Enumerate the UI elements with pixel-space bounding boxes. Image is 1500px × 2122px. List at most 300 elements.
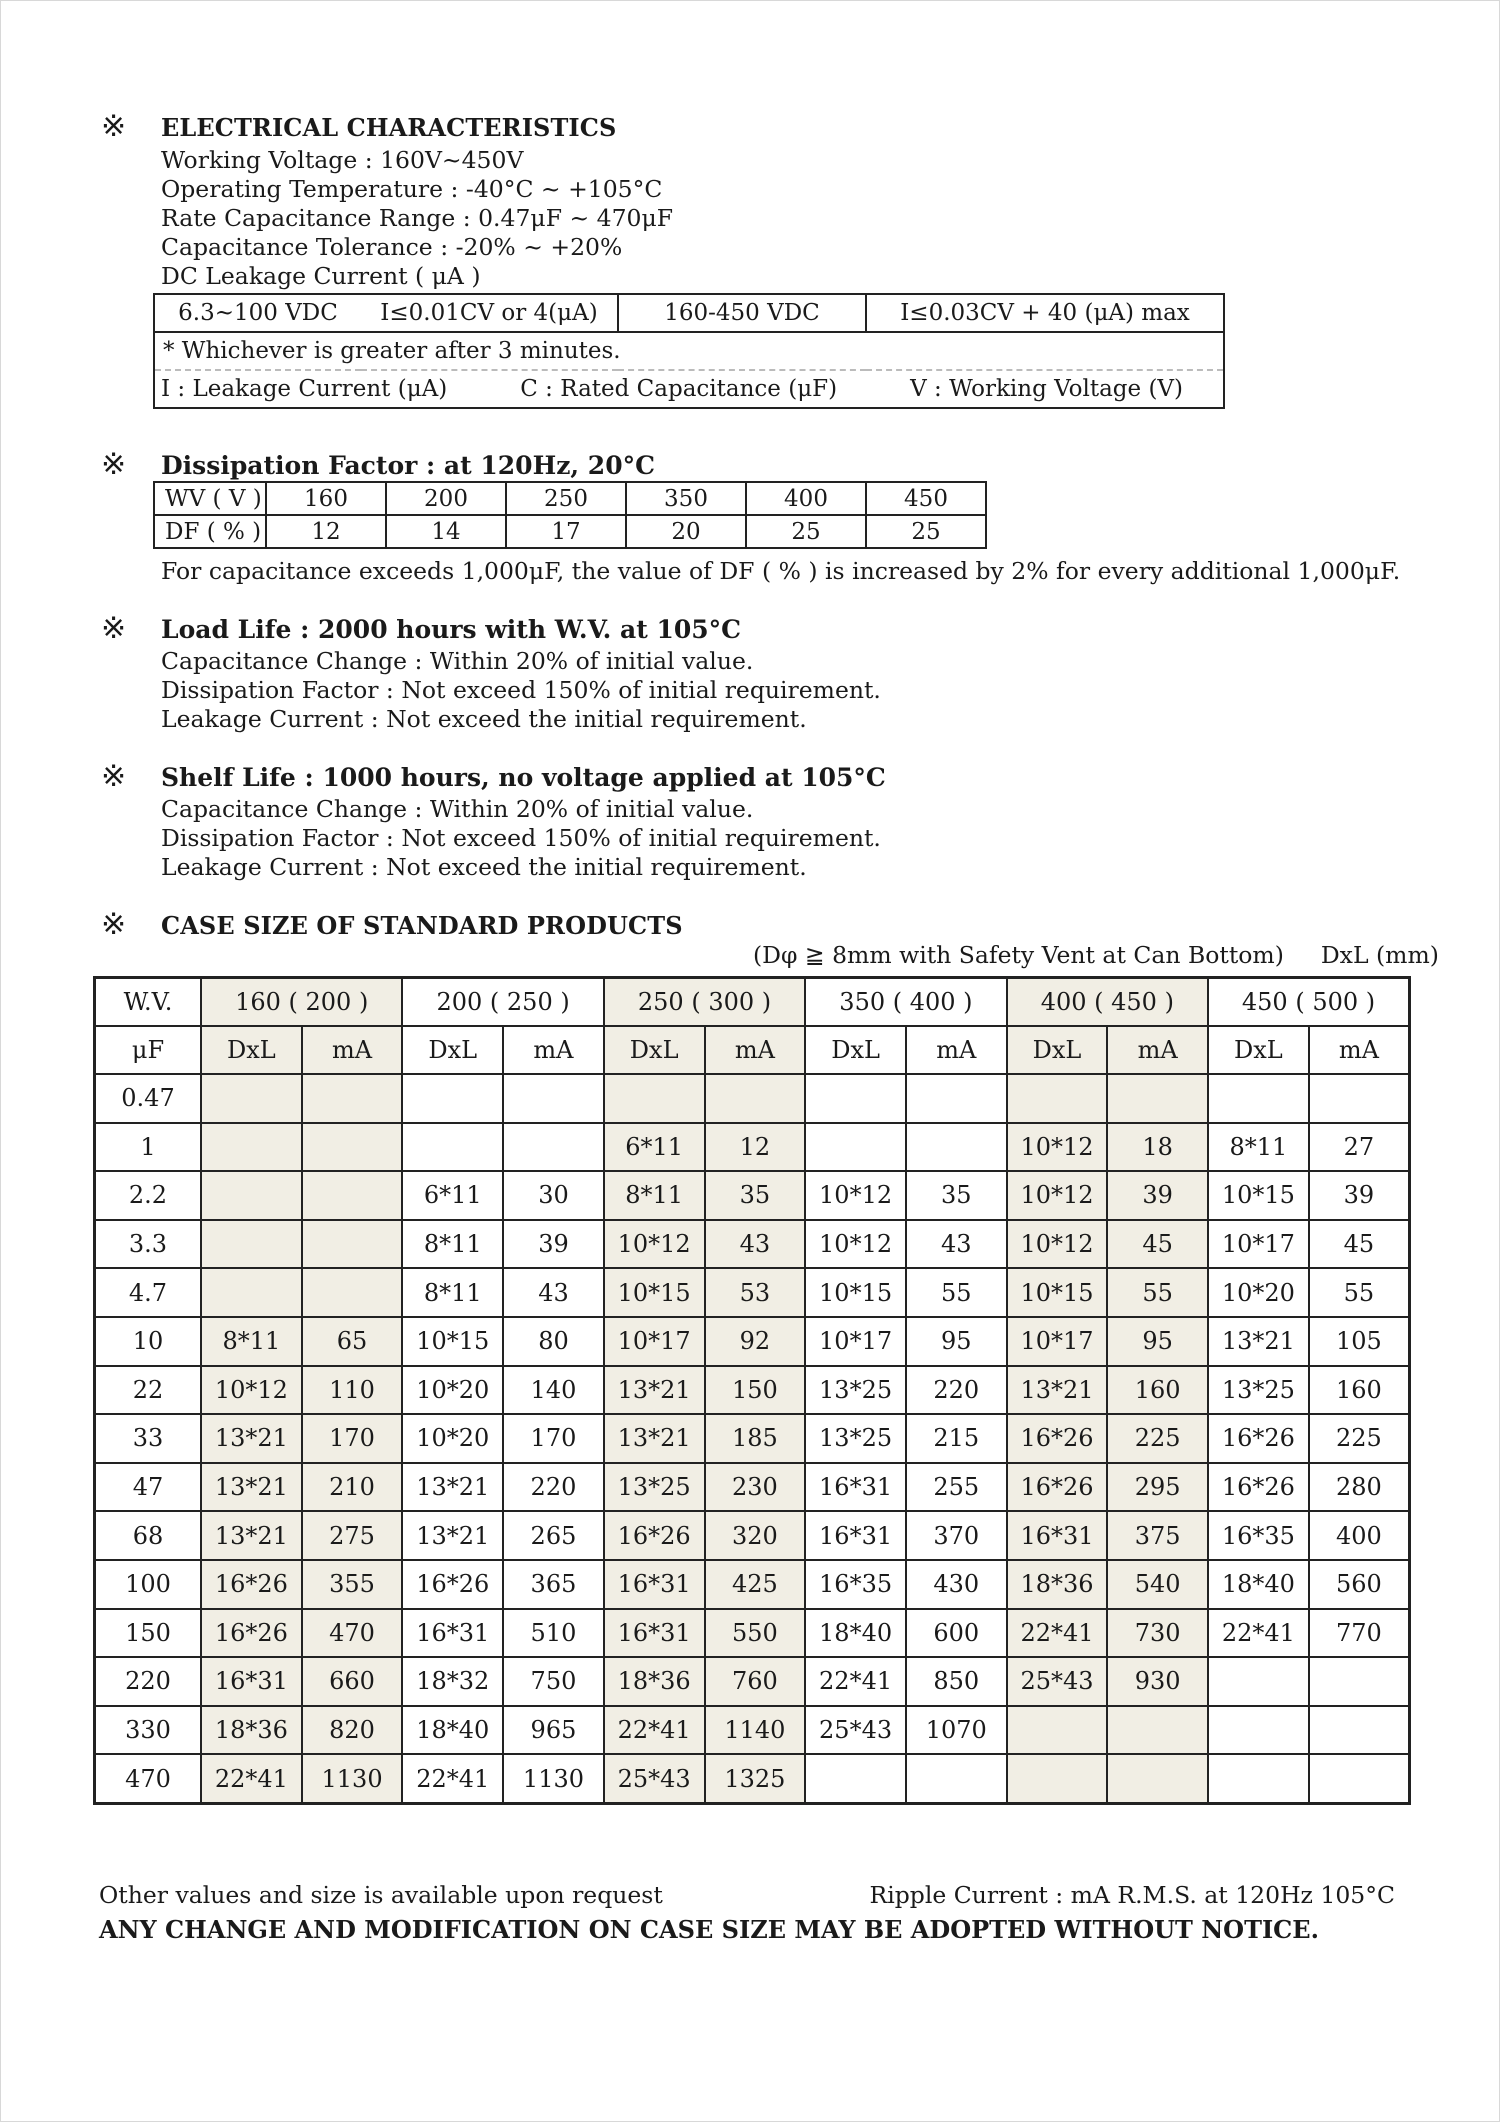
dxl-cell: 22*41 (201, 1754, 302, 1803)
capacitance-cell: 33 (95, 1414, 202, 1463)
dxl-cell: 25*43 (805, 1706, 906, 1755)
ma-cell: 160 (1309, 1366, 1410, 1415)
dxl-cell (1007, 1706, 1108, 1755)
dxl-cell: 10*17 (805, 1317, 906, 1366)
electrical-line: Working Voltage : 160V~450V (161, 146, 524, 174)
capacitance-cell: 68 (95, 1511, 202, 1560)
shelf-life-line: Dissipation Factor : Not exceed 150% of initial requirement. (161, 824, 881, 852)
dxl-cell: 16*26 (1007, 1463, 1108, 1512)
dxl-cell (1208, 1754, 1309, 1803)
ma-cell: 220 (906, 1366, 1007, 1415)
ma-cell: 560 (1309, 1560, 1410, 1609)
df-value-row (154, 515, 986, 548)
ma-cell: 375 (1107, 1511, 1208, 1560)
electrical-title: ELECTRICAL CHARACTERISTICS (161, 113, 617, 142)
leakage-legend (155, 376, 1223, 402)
dxl-cell: 22*41 (604, 1706, 705, 1755)
ma-cell: 425 (705, 1560, 806, 1609)
leakage-cell: I≤0.01CV or 4(μA) (361, 294, 618, 332)
ma-cell: 930 (1107, 1657, 1208, 1706)
shelf-life-heading (101, 759, 886, 794)
ma-cell: 660 (302, 1657, 403, 1706)
dxl-cell: 18*40 (1208, 1560, 1309, 1609)
dxl-cell: 16*26 (1208, 1414, 1309, 1463)
dxl-cell: 16*26 (201, 1560, 302, 1609)
reference-mark-icon: ※ (101, 447, 127, 482)
ma-cell: 150 (705, 1366, 806, 1415)
ma-cell: 53 (705, 1268, 806, 1317)
ma-cell (302, 1220, 403, 1269)
ma-cell: 295 (1107, 1463, 1208, 1512)
ma-cell (1309, 1074, 1410, 1123)
ma-cell: 600 (906, 1609, 1007, 1658)
dxl-cell: 16*26 (402, 1560, 503, 1609)
voltage-header: 400 ( 450 ) (1007, 978, 1208, 1027)
dxl-cell: 10*17 (604, 1317, 705, 1366)
dxl-cell: 18*36 (1007, 1560, 1108, 1609)
dxl-cell: 16*31 (604, 1609, 705, 1658)
electrical-heading (101, 109, 616, 144)
ma-cell: 770 (1309, 1609, 1410, 1658)
dxl-cell (201, 1074, 302, 1123)
dxl-cell: 18*32 (402, 1657, 503, 1706)
leakage-row (154, 294, 1224, 332)
dxl-cell: 25*43 (604, 1754, 705, 1803)
dxl-cell: 10*12 (1007, 1123, 1108, 1172)
dxl-cell: 10*15 (604, 1268, 705, 1317)
dissipation-note: For capacitance exceeds 1,000μF, the value of DF ( % ) is increased by 2% for every additional 1,000μF. (161, 557, 1401, 585)
ma-cell: 55 (1309, 1268, 1410, 1317)
dxl-cell: 16*31 (402, 1609, 503, 1658)
leakage-table (153, 293, 1225, 409)
dxl-cell: 6*11 (604, 1123, 705, 1172)
ma-cell (906, 1123, 1007, 1172)
dxl-header: DxL (1208, 1026, 1309, 1074)
dxl-cell: 10*12 (201, 1366, 302, 1415)
ma-cell: 230 (705, 1463, 806, 1512)
ma-cell: 12 (705, 1123, 806, 1172)
dxl-cell: 10*12 (805, 1220, 906, 1269)
ma-cell: 105 (1309, 1317, 1410, 1366)
dxl-cell: 10*20 (402, 1366, 503, 1415)
ma-cell (302, 1074, 403, 1123)
footer-left: Other values and size is available upon request (99, 1881, 663, 1909)
ma-cell: 470 (302, 1609, 403, 1658)
footer-notice: ANY CHANGE AND MODIFICATION ON CASE SIZE MAY BE ADOPTED WITHOUT NOTICE. (99, 1915, 1319, 1944)
capacitance-cell: 1 (95, 1123, 202, 1172)
dxl-cell: 13*25 (805, 1414, 906, 1463)
ma-cell (503, 1123, 604, 1172)
df-label: DF ( % ) (154, 515, 266, 548)
dxl-cell: 16*31 (604, 1560, 705, 1609)
dxl-cell (805, 1074, 906, 1123)
dxl-cell: 16*35 (805, 1560, 906, 1609)
dxl-cell (1208, 1657, 1309, 1706)
ma-cell: 35 (705, 1171, 806, 1220)
dxl-cell: 10*20 (402, 1414, 503, 1463)
load-life-line: Dissipation Factor : Not exceed 150% of initial requirement. (161, 676, 881, 704)
dxl-cell (1208, 1706, 1309, 1755)
df-cell: 12 (266, 515, 386, 548)
ma-cell (1107, 1074, 1208, 1123)
ma-cell (302, 1171, 403, 1220)
table-row (95, 1123, 1410, 1172)
ma-cell: 965 (503, 1706, 604, 1755)
ma-cell: 1140 (705, 1706, 806, 1755)
capacitance-cell: 470 (95, 1754, 202, 1803)
dxl-cell: 10*17 (1208, 1220, 1309, 1269)
table-row (95, 1754, 1410, 1803)
capacitance-cell: 47 (95, 1463, 202, 1512)
ma-cell: 320 (705, 1511, 806, 1560)
dxl-header: DxL (402, 1026, 503, 1074)
dxl-cell: 16*31 (805, 1463, 906, 1512)
ma-cell (503, 1074, 604, 1123)
table-row (95, 1511, 1410, 1560)
uf-header: μF (95, 1026, 202, 1074)
dxl-cell: 10*12 (805, 1171, 906, 1220)
dxl-cell: 18*36 (201, 1706, 302, 1755)
ma-cell: 160 (1107, 1366, 1208, 1415)
dxl-cell: 13*21 (604, 1366, 705, 1415)
load-life-line: Leakage Current : Not exceed the initial requirement. (161, 705, 807, 733)
dxl-cell: 13*21 (201, 1511, 302, 1560)
dxl-header: DxL (604, 1026, 705, 1074)
electrical-line: DC Leakage Current ( μA ) (161, 262, 481, 290)
ma-cell: 210 (302, 1463, 403, 1512)
table-row (95, 1317, 1410, 1366)
ma-header: mA (1309, 1026, 1410, 1074)
dxl-cell (604, 1074, 705, 1123)
table-row (95, 1171, 1410, 1220)
ma-cell: 170 (503, 1414, 604, 1463)
wv-cell: 450 (866, 482, 986, 515)
dxl-cell: 16*26 (1208, 1463, 1309, 1512)
ma-cell: 95 (906, 1317, 1007, 1366)
shelf-life-line: Leakage Current : Not exceed the initial requirement. (161, 853, 807, 881)
dxl-cell: 22*41 (1007, 1609, 1108, 1658)
ma-cell: 39 (503, 1220, 604, 1269)
table-row (95, 1268, 1410, 1317)
ma-cell: 170 (302, 1414, 403, 1463)
df-cell: 20 (626, 515, 746, 548)
ma-cell: 1130 (503, 1754, 604, 1803)
dxl-cell: 10*12 (604, 1220, 705, 1269)
legend-item: V : Working Voltage (V) (910, 376, 1183, 402)
dxl-cell: 13*21 (402, 1463, 503, 1512)
dxl-cell: 10*15 (1208, 1171, 1309, 1220)
capacitance-cell: 330 (95, 1706, 202, 1755)
ma-header: mA (906, 1026, 1007, 1074)
ma-cell (705, 1074, 806, 1123)
legend-item: I : Leakage Current (μA) (161, 376, 448, 402)
dxl-cell: 13*21 (604, 1414, 705, 1463)
ma-cell: 45 (1107, 1220, 1208, 1269)
dxl-cell: 8*11 (402, 1268, 503, 1317)
wv-cell: 250 (506, 482, 626, 515)
dissipation-table (153, 481, 987, 549)
shelf-life-title: Shelf Life : 1000 hours, no voltage applied at 105°C (161, 763, 886, 792)
ma-cell: 355 (302, 1560, 403, 1609)
df-wv-row (154, 482, 986, 515)
capacitance-cell: 0.47 (95, 1074, 202, 1123)
ma-cell: 275 (302, 1511, 403, 1560)
dxl-cell: 8*11 (402, 1220, 503, 1269)
ma-cell: 225 (1309, 1414, 1410, 1463)
dxl-cell: 13*25 (1208, 1366, 1309, 1415)
ma-cell: 95 (1107, 1317, 1208, 1366)
dissipation-heading (101, 447, 655, 482)
df-cell: 17 (506, 515, 626, 548)
dxl-header: DxL (805, 1026, 906, 1074)
ma-header: mA (705, 1026, 806, 1074)
ma-header: mA (302, 1026, 403, 1074)
dxl-cell (805, 1754, 906, 1803)
ma-cell: 140 (503, 1366, 604, 1415)
case-subheader-row (95, 1026, 1410, 1074)
dxl-cell: 8*11 (201, 1317, 302, 1366)
shelf-life-lines (161, 795, 881, 882)
dxl-cell (1007, 1754, 1108, 1803)
dxl-cell (1208, 1074, 1309, 1123)
dxl-cell: 16*35 (1208, 1511, 1309, 1560)
dxl-cell (1007, 1074, 1108, 1123)
wv-cell: 350 (626, 482, 746, 515)
dxl-cell (402, 1123, 503, 1172)
dxl-cell: 16*31 (201, 1657, 302, 1706)
dxl-cell: 13*25 (805, 1366, 906, 1415)
legend-item: C : Rated Capacitance (μF) (520, 376, 838, 402)
dxl-cell (402, 1074, 503, 1123)
shelf-life-line: Capacitance Change : Within 20% of initial value. (161, 795, 754, 823)
ma-cell: 39 (1309, 1171, 1410, 1220)
df-cell: 25 (746, 515, 866, 548)
ma-cell: 45 (1309, 1220, 1410, 1269)
ma-cell: 30 (503, 1171, 604, 1220)
ma-cell (906, 1754, 1007, 1803)
electrical-lines (161, 146, 673, 291)
load-life-heading (101, 611, 741, 646)
df-cell: 25 (866, 515, 986, 548)
load-life-title: Load Life : 2000 hours with W.V. at 105°C (161, 615, 742, 644)
ma-cell (1107, 1754, 1208, 1803)
case-size-subtitle: (Dφ ≧ 8mm with Safety Vent at Can Bottom) (753, 941, 1284, 969)
table-row (95, 1706, 1410, 1755)
dxl-cell: 16*26 (604, 1511, 705, 1560)
dxl-cell: 13*21 (402, 1511, 503, 1560)
ma-cell (906, 1074, 1007, 1123)
table-row (95, 1366, 1410, 1415)
ma-cell (1309, 1657, 1410, 1706)
capacitance-cell: 100 (95, 1560, 202, 1609)
voltage-header: 450 ( 500 ) (1208, 978, 1409, 1027)
wv-cell: 400 (746, 482, 866, 515)
ma-cell: 255 (906, 1463, 1007, 1512)
dxl-cell: 16*26 (201, 1609, 302, 1658)
table-row (95, 1414, 1410, 1463)
ma-cell: 510 (503, 1609, 604, 1658)
electrical-line: Operating Temperature : -40°C ~ +105°C (161, 175, 663, 203)
ma-cell (302, 1123, 403, 1172)
ma-cell: 430 (906, 1560, 1007, 1609)
reference-mark-icon: ※ (101, 611, 127, 646)
wv-label: WV ( V ) (154, 482, 266, 515)
wv-cell: 160 (266, 482, 386, 515)
ma-cell: 65 (302, 1317, 403, 1366)
dxl-cell: 13*21 (1208, 1317, 1309, 1366)
dxl-cell: 10*17 (1007, 1317, 1108, 1366)
case-size-title: CASE SIZE OF STANDARD PRODUCTS (161, 911, 683, 940)
table-row (95, 1074, 1410, 1123)
load-life-line: Capacitance Change : Within 20% of initial value. (161, 647, 754, 675)
ma-cell (302, 1268, 403, 1317)
capacitance-cell: 2.2 (95, 1171, 202, 1220)
reference-mark-icon: ※ (101, 109, 127, 144)
load-life-lines (161, 647, 881, 734)
ma-cell: 35 (906, 1171, 1007, 1220)
wv-cell: 200 (386, 482, 506, 515)
dxl-cell: 8*11 (604, 1171, 705, 1220)
reference-mark-icon: ※ (101, 907, 127, 942)
leakage-note: * Whichever is greater after 3 minutes. (154, 332, 1224, 370)
leakage-cell: 6.3~100 VDC (154, 294, 361, 332)
table-row (95, 1609, 1410, 1658)
capacitance-cell: 4.7 (95, 1268, 202, 1317)
ma-cell: 730 (1107, 1609, 1208, 1658)
case-size-heading (101, 907, 683, 942)
capacitance-cell: 220 (95, 1657, 202, 1706)
dxl-cell: 18*40 (805, 1609, 906, 1658)
ma-cell: 850 (906, 1657, 1007, 1706)
dxl-cell: 13*21 (201, 1414, 302, 1463)
ma-cell: 820 (302, 1706, 403, 1755)
dxl-cell: 10*15 (805, 1268, 906, 1317)
voltage-header: 350 ( 400 ) (805, 978, 1006, 1027)
ma-cell: 760 (705, 1657, 806, 1706)
table-row (95, 1220, 1410, 1269)
ma-cell: 1325 (705, 1754, 806, 1803)
ma-cell: 220 (503, 1463, 604, 1512)
ma-cell: 92 (705, 1317, 806, 1366)
dissipation-note-block (161, 557, 1400, 586)
ma-cell: 185 (705, 1414, 806, 1463)
case-size-subtitle-line (753, 941, 1439, 969)
dxl-cell: 10*15 (1007, 1268, 1108, 1317)
dxl-cell: 16*31 (1007, 1511, 1108, 1560)
table-row (95, 1657, 1410, 1706)
capacitance-cell: 10 (95, 1317, 202, 1366)
dxl-cell: 10*15 (402, 1317, 503, 1366)
ma-header: mA (503, 1026, 604, 1074)
dxl-cell (201, 1123, 302, 1172)
dxl-cell: 8*11 (1208, 1123, 1309, 1172)
dxl-cell: 13*25 (604, 1463, 705, 1512)
voltage-header: 160 ( 200 ) (201, 978, 402, 1027)
ma-cell: 370 (906, 1511, 1007, 1560)
dxl-cell (201, 1220, 302, 1269)
voltage-header: 200 ( 250 ) (402, 978, 603, 1027)
ma-cell: 39 (1107, 1171, 1208, 1220)
dxl-cell: 22*41 (805, 1657, 906, 1706)
dxl-cell (201, 1268, 302, 1317)
leakage-cell: I≤0.03CV + 40 (μA) max (866, 294, 1224, 332)
dxl-cell: 16*26 (1007, 1414, 1108, 1463)
ma-cell: 27 (1309, 1123, 1410, 1172)
electrical-line: Rate Capacitance Range : 0.47μF ~ 470μF (161, 204, 674, 232)
dxl-cell: 10*12 (1007, 1171, 1108, 1220)
capacitance-cell: 3.3 (95, 1220, 202, 1269)
dxl-cell (805, 1123, 906, 1172)
ma-cell (1309, 1706, 1410, 1755)
ma-cell: 43 (705, 1220, 806, 1269)
table-row (95, 1463, 1410, 1512)
ma-cell (1107, 1706, 1208, 1755)
ma-cell: 225 (1107, 1414, 1208, 1463)
dxl-header: DxL (201, 1026, 302, 1074)
wv-header: W.V. (95, 978, 202, 1027)
dxl-cell (201, 1171, 302, 1220)
case-size-unit: DxL (mm) (1320, 941, 1439, 969)
ma-cell: 1070 (906, 1706, 1007, 1755)
dxl-cell: 25*43 (1007, 1657, 1108, 1706)
leakage-legend-row (154, 370, 1224, 408)
dxl-cell: 18*36 (604, 1657, 705, 1706)
dxl-cell: 16*31 (805, 1511, 906, 1560)
dxl-cell: 13*21 (1007, 1366, 1108, 1415)
capacitance-cell: 22 (95, 1366, 202, 1415)
ma-cell: 215 (906, 1414, 1007, 1463)
case-header-row (95, 978, 1410, 1027)
dxl-cell: 13*21 (201, 1463, 302, 1512)
footer-right: Ripple Current : mA R.M.S. at 120Hz 105°C (869, 1881, 1395, 1909)
ma-cell: 540 (1107, 1560, 1208, 1609)
df-cell: 14 (386, 515, 506, 548)
ma-cell (1309, 1754, 1410, 1803)
ma-cell: 43 (503, 1268, 604, 1317)
ma-cell: 55 (906, 1268, 1007, 1317)
ma-cell: 55 (1107, 1268, 1208, 1317)
reference-mark-icon: ※ (101, 759, 127, 794)
ma-cell: 750 (503, 1657, 604, 1706)
table-row (95, 1560, 1410, 1609)
dxl-cell: 10*12 (1007, 1220, 1108, 1269)
ma-cell: 43 (906, 1220, 1007, 1269)
ma-cell: 80 (503, 1317, 604, 1366)
ma-cell: 400 (1309, 1511, 1410, 1560)
capacitance-cell: 150 (95, 1609, 202, 1658)
dxl-cell: 22*41 (402, 1754, 503, 1803)
dxl-cell: 6*11 (402, 1171, 503, 1220)
electrical-line: Capacitance Tolerance : -20% ~ +20% (161, 233, 623, 261)
case-size-table (93, 976, 1411, 1805)
ma-cell: 110 (302, 1366, 403, 1415)
ma-cell: 18 (1107, 1123, 1208, 1172)
leakage-note-row (154, 332, 1224, 370)
ma-cell: 280 (1309, 1463, 1410, 1512)
ma-cell: 1130 (302, 1754, 403, 1803)
dissipation-title: Dissipation Factor : at 120Hz, 20°C (161, 451, 655, 480)
dxl-cell: 18*40 (402, 1706, 503, 1755)
ma-cell: 365 (503, 1560, 604, 1609)
leakage-cell: 160-450 VDC (618, 294, 866, 332)
dxl-cell: 10*20 (1208, 1268, 1309, 1317)
dxl-header: DxL (1007, 1026, 1108, 1074)
ma-header: mA (1107, 1026, 1208, 1074)
dxl-cell: 22*41 (1208, 1609, 1309, 1658)
voltage-header: 250 ( 300 ) (604, 978, 805, 1027)
ma-cell: 550 (705, 1609, 806, 1658)
ma-cell: 265 (503, 1511, 604, 1560)
